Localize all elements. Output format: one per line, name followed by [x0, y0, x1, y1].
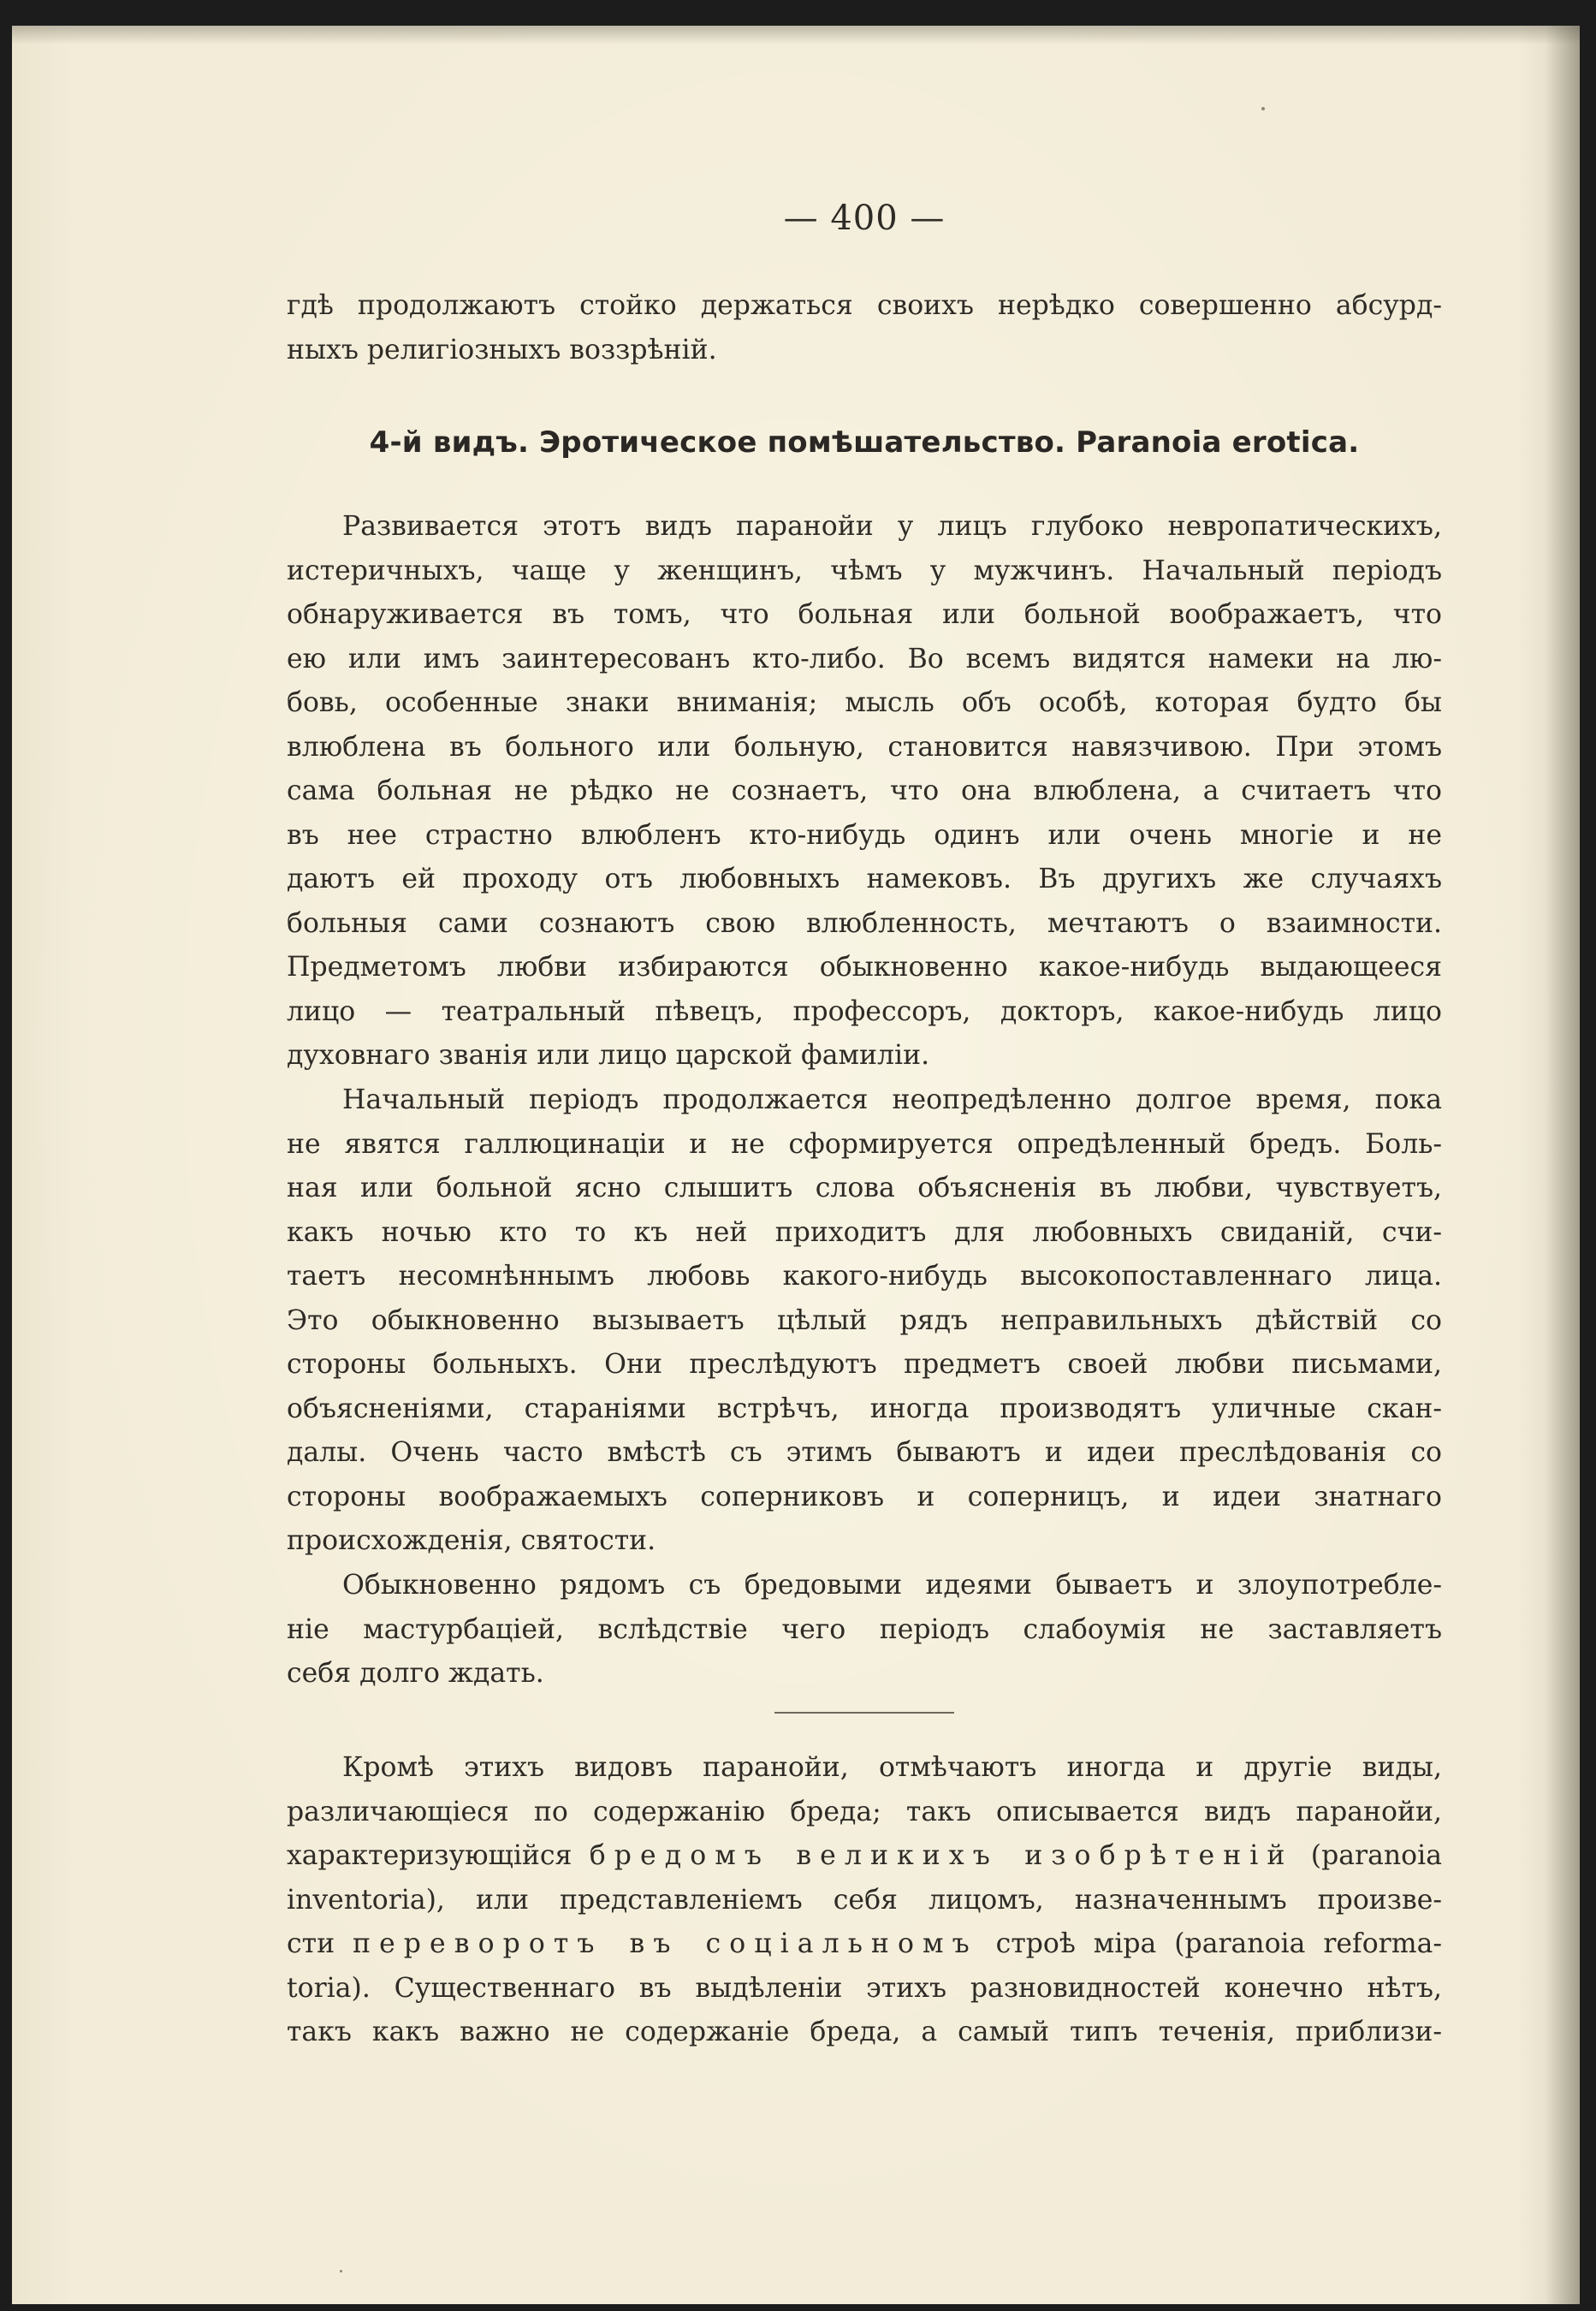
text-run: характеризующійся [287, 1840, 590, 1871]
section-heading: 4-й видъ. Эротическое помѣшательство. Paranoia erotica. [369, 425, 1360, 460]
text-line: Это обыкновенно вызываетъ цѣлый рядъ неправильныхъ дѣйствій со [287, 1304, 1442, 1336]
page-spine-shadow [1546, 26, 1580, 2304]
section-separator [774, 1712, 954, 1714]
text-line: Развивается этотъ видъ паранойи у лицъ глубоко невропатическихъ, [342, 511, 1442, 542]
paragraph-masturbation [287, 1564, 1442, 1696]
text-line: лицо — театральный пѣвецъ, профессоръ, докторъ, какое-нибудь лицо [287, 995, 1442, 1027]
text-line: стороны больныхъ. Они преслѣдуютъ предметъ своей любви письмами, [287, 1349, 1442, 1380]
text-line: въ нее страстно влюбленъ кто-нибудь одинъ или очень многіе и не [287, 819, 1442, 851]
text-line: Кромѣ этихъ видовъ паранойи, отмѣчаютъ иногда и другіе виды, [342, 1752, 1442, 1783]
text-line: влюблена въ больного или больную, становится навязчивою. При этомъ [287, 731, 1442, 763]
text-line: ніе мастурбаціей, вслѣдствіе чего періодъ слабоумія не заставляетъ [287, 1613, 1442, 1645]
text-line: ею или имъ заинтересованъ кто-либо. Во всемъ видятся намеки на лю- [287, 643, 1442, 674]
text-run: строѣ міра (paranoia reforma- [977, 1928, 1443, 1959]
text-line: бовь, особенные знаки вниманія; мысль объ особѣ, которая будто бы [287, 687, 1442, 718]
text-line [287, 1922, 1442, 1967]
paragraph-initial-period [287, 505, 1442, 1078]
text-line: Начальный періодъ продолжается неопредѣленно долгое время, пока [342, 1084, 1442, 1115]
paragraph-hallucinations [287, 1078, 1442, 1564]
text-line: далы. Очень часто вмѣстѣ съ этимъ бываютъ и идеи преслѣдованія со [287, 1437, 1442, 1468]
text-line: какъ ночью кто то къ ней приходитъ для любовныхъ свиданій, счи- [287, 1216, 1442, 1248]
text-line: ныхъ религіозныхъ воззрѣній. [287, 334, 717, 365]
text-line: Предметомъ любви избираются обыкновенно какое-нибудь выдающееся [287, 952, 1442, 983]
text-line: истеричныхъ, чаще у женщинъ, чѣмъ у мужчинъ. Начальный періодъ [287, 555, 1442, 586]
text-line: Обыкновенно рядомъ съ бредовыми идеями бываетъ и злоупотребле- [342, 1570, 1442, 1601]
text-line: различающіеся по содержанію бреда; такъ описывается видъ паранойи, [287, 1796, 1442, 1827]
text-line: даютъ ей проходу отъ любовныхъ намековъ. Въ другихъ же случаяхъ [287, 864, 1442, 894]
text-line: ная или больной ясно слышитъ слова объясненія въ любви, чувствуетъ, [287, 1173, 1442, 1203]
emphasized-term: переворотъ въ соціальномъ [353, 1928, 978, 1959]
text-line: объясненіями, стараніями встрѣчъ, иногда производятъ уличные скан- [287, 1393, 1442, 1424]
text-line: гдѣ продолжаютъ стойко держаться своихъ нерѣдко совершенно абсурд- [287, 290, 1442, 321]
page-number: — 400 — [783, 199, 946, 238]
text-line: сама больная не рѣдко не сознаетъ, что она влюблена, а считаетъ что [287, 775, 1442, 806]
text-line: inventoria), или представленіемъ себя лицомъ, назначеннымъ произве- [287, 1884, 1442, 1916]
text-run: (paranoia [1293, 1840, 1442, 1871]
text-line: духовнаго званія или лицо царской фамиліи. [287, 1040, 930, 1071]
text-line: не явятся галлюцинаціи и не сформируется опредѣленный бредъ. Боль- [287, 1128, 1442, 1160]
text-line: обнаруживается въ томъ, что больная или больной воображаетъ, что [287, 599, 1442, 630]
text-line: стороны воображаемыхъ соперниковъ и соперницъ, и идеи знатнаго [287, 1481, 1442, 1512]
text-line: больныя сами сознаютъ свою влюбленность, мечтаютъ о взаимности. [287, 907, 1442, 939]
page-top-shadow [12, 26, 1580, 45]
text-line: происхожденія, святости. [287, 1525, 656, 1556]
text-line: себя долго ждать. [287, 1658, 544, 1689]
text-line [287, 1834, 1442, 1879]
text-line: toria). Существеннаго въ выдѣленіи этихъ разновидностей конечно нѣтъ, [287, 1972, 1442, 2004]
paper-speck [340, 2270, 342, 2272]
paragraph-continuation [287, 284, 1442, 372]
text-run: сти [287, 1928, 353, 1959]
text-line: таетъ несомнѣннымъ любовь какого-нибудь высокопоставленнаго лица. [287, 1261, 1442, 1292]
paper-speck [1261, 107, 1265, 110]
paragraph-other-types [287, 1746, 1442, 2055]
text-line: такъ какъ важно не содержаніе бреда, а самый типъ теченія, приблизи- [287, 2017, 1442, 2047]
emphasized-term: бредомъ великихъ изобрѣтеній [589, 1840, 1294, 1871]
